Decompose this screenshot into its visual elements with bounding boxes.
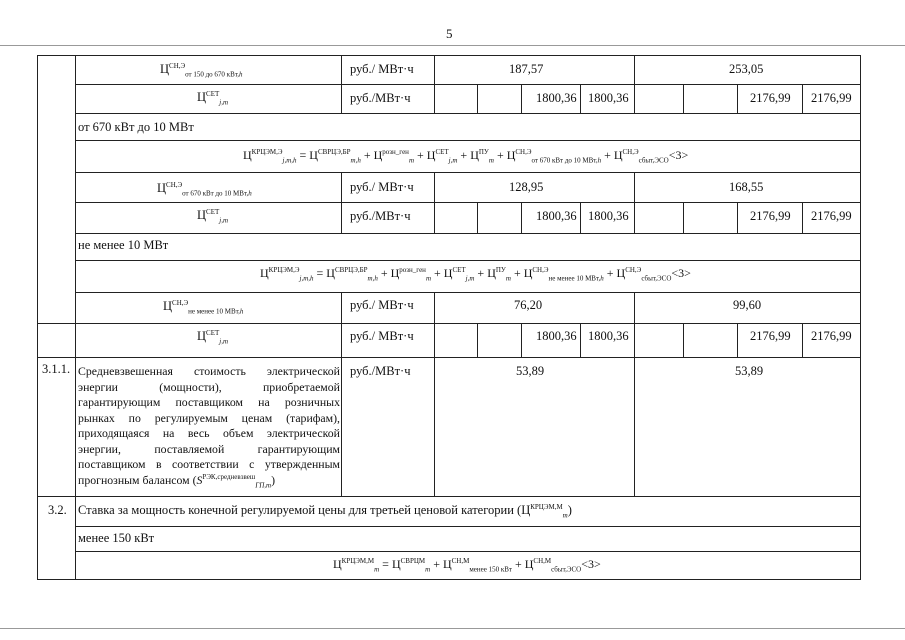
value-cell: 53,89	[735, 364, 764, 378]
unit-label: руб./ МВт·ч	[350, 329, 414, 343]
formula-krcem-e-670: $Ц^{КРЦЭМ,Э}_{j,m,h} = Ц^{СВРЦЭ,БР}_{m,h} + Ц^{розн\_ген}_m + Ц^{СЕТ}_{j,m} + Ц^{ПУ}_m + Ц^{СН,Э}_{от 670 кВт до 10 МВт,h} + Ц^{СН,Э}_{сбыт,ЭСО}<3>$	[243, 148, 689, 165]
symbol-cet: $Ц^{СЕТ}_{j,m}$	[197, 328, 229, 346]
section-heading: от 670 кВт до 10 МВт	[78, 120, 194, 134]
value-cell: 2176,99	[750, 329, 791, 343]
value-cell: 1800,36	[536, 91, 577, 105]
page-number: 5	[446, 26, 453, 41]
value-cell: 1800,36	[536, 209, 577, 223]
value-cell: 2176,99	[811, 91, 852, 105]
unit-label: руб./ МВт·ч	[350, 180, 414, 194]
symbol-cet: $Ц^{СЕТ}_{j,m}$	[197, 207, 229, 225]
formula-krcem-e-10: $Ц^{КРЦЭМ,Э}_{j,m,h} = Ц^{СВРЦЭ,БР}_{m,h} + Ц^{розн\_ген}_m + Ц^{СЕТ}_{j,m} + Ц^{ПУ}_m + Ц^{СН,Э}_{не менее 10 МВт,h} + Ц^{СН,Э}_{сбыт,ЭСО}<3>$	[260, 266, 691, 283]
value-cell: 2176,99	[811, 209, 852, 223]
item-description: Средневзвешенная стоимость электрической энергии (мощности), приобретаемой гарантирующим поставщиком на розничных рынках по регулируемым ценам (тарифам), приходящаяся на весь объем электрической энергии, поставляемой гарантирующим поставщиком в соответствии с утвержденным прогнозным балансом $(S^{РЭК,средневзвеш}_{ГП,m})$	[78, 364, 340, 489]
value-cell: 253,05	[729, 62, 764, 76]
item-number: 3.2.	[48, 503, 67, 517]
value-cell: 1800,36	[588, 209, 629, 223]
item-number: 3.1.1.	[42, 362, 71, 376]
symbol-cn-e-150-670: $Ц^{СН,Э}_{от 150 до 670 кВт,h}$	[160, 61, 243, 79]
unit-label: руб./ МВт·ч	[350, 62, 414, 76]
value-cell: 2176,99	[811, 329, 852, 343]
symbol-cn-e-670-10: $Ц^{СН,Э}_{от 670 кВт до 10 МВт,h}$	[157, 180, 252, 198]
symbol-cn-e-10: $Ц^{СН,Э}_{не менее 10 МВт,h}$	[163, 298, 244, 316]
value-cell: 2176,99	[750, 91, 791, 105]
value-cell: 1800,36	[536, 329, 577, 343]
section-heading: не менее 10 МВт	[78, 238, 169, 252]
unit-label: руб./МВт·ч	[350, 91, 411, 105]
value-cell: 128,95	[509, 180, 544, 194]
scan-border-bottom	[0, 628, 905, 629]
unit-label: руб./ МВт·ч	[350, 298, 414, 312]
value-cell: 1800,36	[588, 329, 629, 343]
value-cell: 76,20	[514, 298, 543, 312]
formula-krcem-m-150: $Ц^{КРЦЭМ,М}_m = Ц^{СВРЦМ}_m + Ц^{СН,М}_{менее 150 кВт} + Ц^{СН,М}_{сбыт,ЭСО}<3>$	[333, 557, 601, 574]
rate-heading: Ставка за мощность конечной регулируемой цены для третьей ценовой категории $(Ц^{КРЦЭМ,М}_m)$	[78, 502, 572, 520]
scan-border-top	[0, 45, 905, 46]
value-cell: 99,60	[733, 298, 762, 312]
value-cell: 53,89	[516, 364, 545, 378]
value-cell: 187,57	[509, 62, 544, 76]
unit-label: руб./МВт·ч	[350, 209, 411, 223]
section-heading: менее 150 кВт	[78, 531, 155, 545]
symbol-cet: $Ц^{СЕТ}_{j,m}$	[197, 89, 229, 107]
value-cell: 1800,36	[588, 91, 629, 105]
value-cell: 2176,99	[750, 209, 791, 223]
value-cell: 168,55	[729, 180, 764, 194]
unit-label: руб./МВт·ч	[350, 364, 411, 378]
